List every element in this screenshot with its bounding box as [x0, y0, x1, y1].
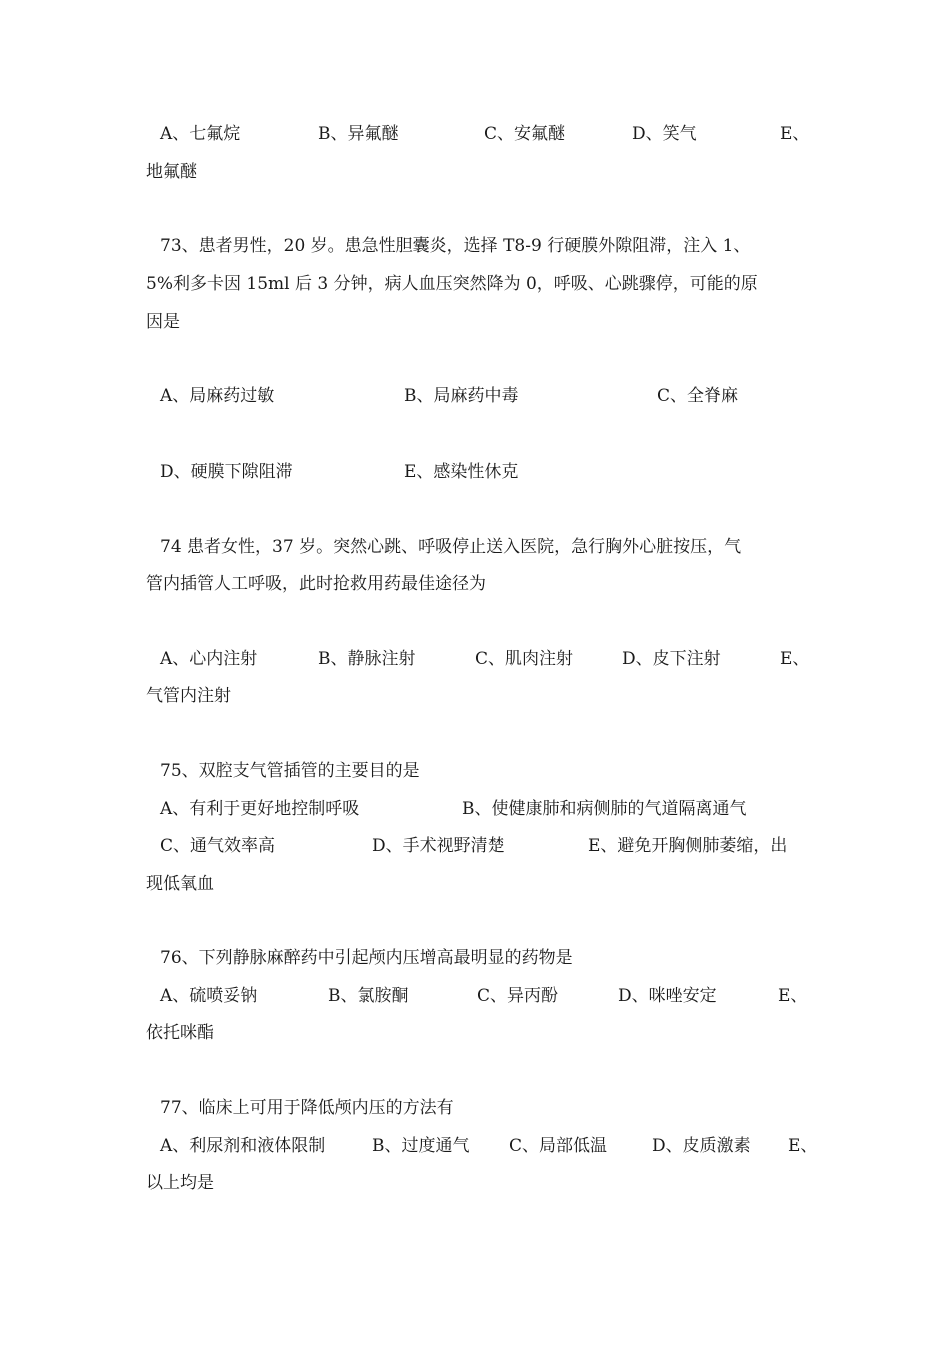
option-b: B、异氟醚 [318, 124, 399, 144]
option-a: A、心内注射 [160, 649, 258, 669]
option-b: B、静脉注射 [318, 649, 416, 669]
option-c: C、异丙酚 [477, 986, 559, 1006]
option-d: D、笑气 [632, 124, 697, 144]
option-b: B、使健康肺和病侧肺的气道隔离通气 [462, 799, 747, 819]
option-c: C、局部低温 [509, 1136, 608, 1156]
option-b: B、过度通气 [372, 1136, 470, 1156]
option-d: D、手术视野清楚 [372, 836, 505, 856]
option-c: C、肌肉注射 [475, 649, 574, 669]
option-e: E、 [780, 124, 810, 144]
question-stem-line: 5%利多卡因 15ml 后 3 分钟，病人血压突然降为 0，呼吸、心跳骤停，可能的原 [146, 274, 758, 294]
option-e-text: 依托咪酯 [146, 1023, 214, 1043]
option-a: A、利尿剂和液体限制 [160, 1136, 326, 1156]
option-e-text: 以上均是 [146, 1173, 214, 1193]
question-stem: 75、双腔支气管插管的主要目的是 [160, 761, 420, 781]
option-a: A、硫喷妥钠 [160, 986, 258, 1006]
option-c: C、全脊麻 [657, 386, 739, 406]
option-e: E、感染性休克 [404, 462, 519, 482]
option-e-text: 地氟醚 [146, 162, 197, 182]
option-d: D、咪唑安定 [618, 986, 717, 1006]
option-a: A、局麻药过敏 [160, 386, 275, 406]
question-stem: 76、下列静脉麻醉药中引起颅内压增高最明显的药物是 [160, 948, 573, 968]
question-stem-line: 74 患者女性，37 岁。突然心跳、呼吸停止送入医院，急行胸外心脏按压，气 [160, 537, 742, 557]
option-c: C、通气效率高 [160, 836, 276, 856]
option-e: E、 [788, 1136, 818, 1156]
option-d: D、皮质激素 [652, 1136, 751, 1156]
option-c: C、安氟醚 [484, 124, 566, 144]
option-e-text: 气管内注射 [146, 686, 231, 706]
option-e-text: 现低氧血 [146, 874, 214, 894]
question-stem-line: 73、患者男性，20 岁。患急性胆囊炎，选择 T8-9 行硬膜外隙阻滞，注入 1、 [160, 236, 751, 256]
option-d: D、硬膜下隙阻滞 [160, 462, 293, 482]
option-e: E、避免开胸侧肺萎缩，出 [588, 836, 788, 856]
option-b: B、局麻药中毒 [404, 386, 519, 406]
option-a: A、有利于更好地控制呼吸 [160, 799, 360, 819]
option-a: A、七氟烷 [160, 124, 241, 144]
option-e: E、 [778, 986, 808, 1006]
option-d: D、皮下注射 [622, 649, 721, 669]
question-stem-line: 因是 [146, 312, 180, 332]
question-stem: 77、临床上可用于降低颅内压的方法有 [160, 1098, 454, 1118]
option-b: B、氯胺酮 [328, 986, 409, 1006]
question-stem-line: 管内插管人工呼吸，此时抢救用药最佳途径为 [146, 574, 486, 594]
option-e: E、 [780, 649, 810, 669]
